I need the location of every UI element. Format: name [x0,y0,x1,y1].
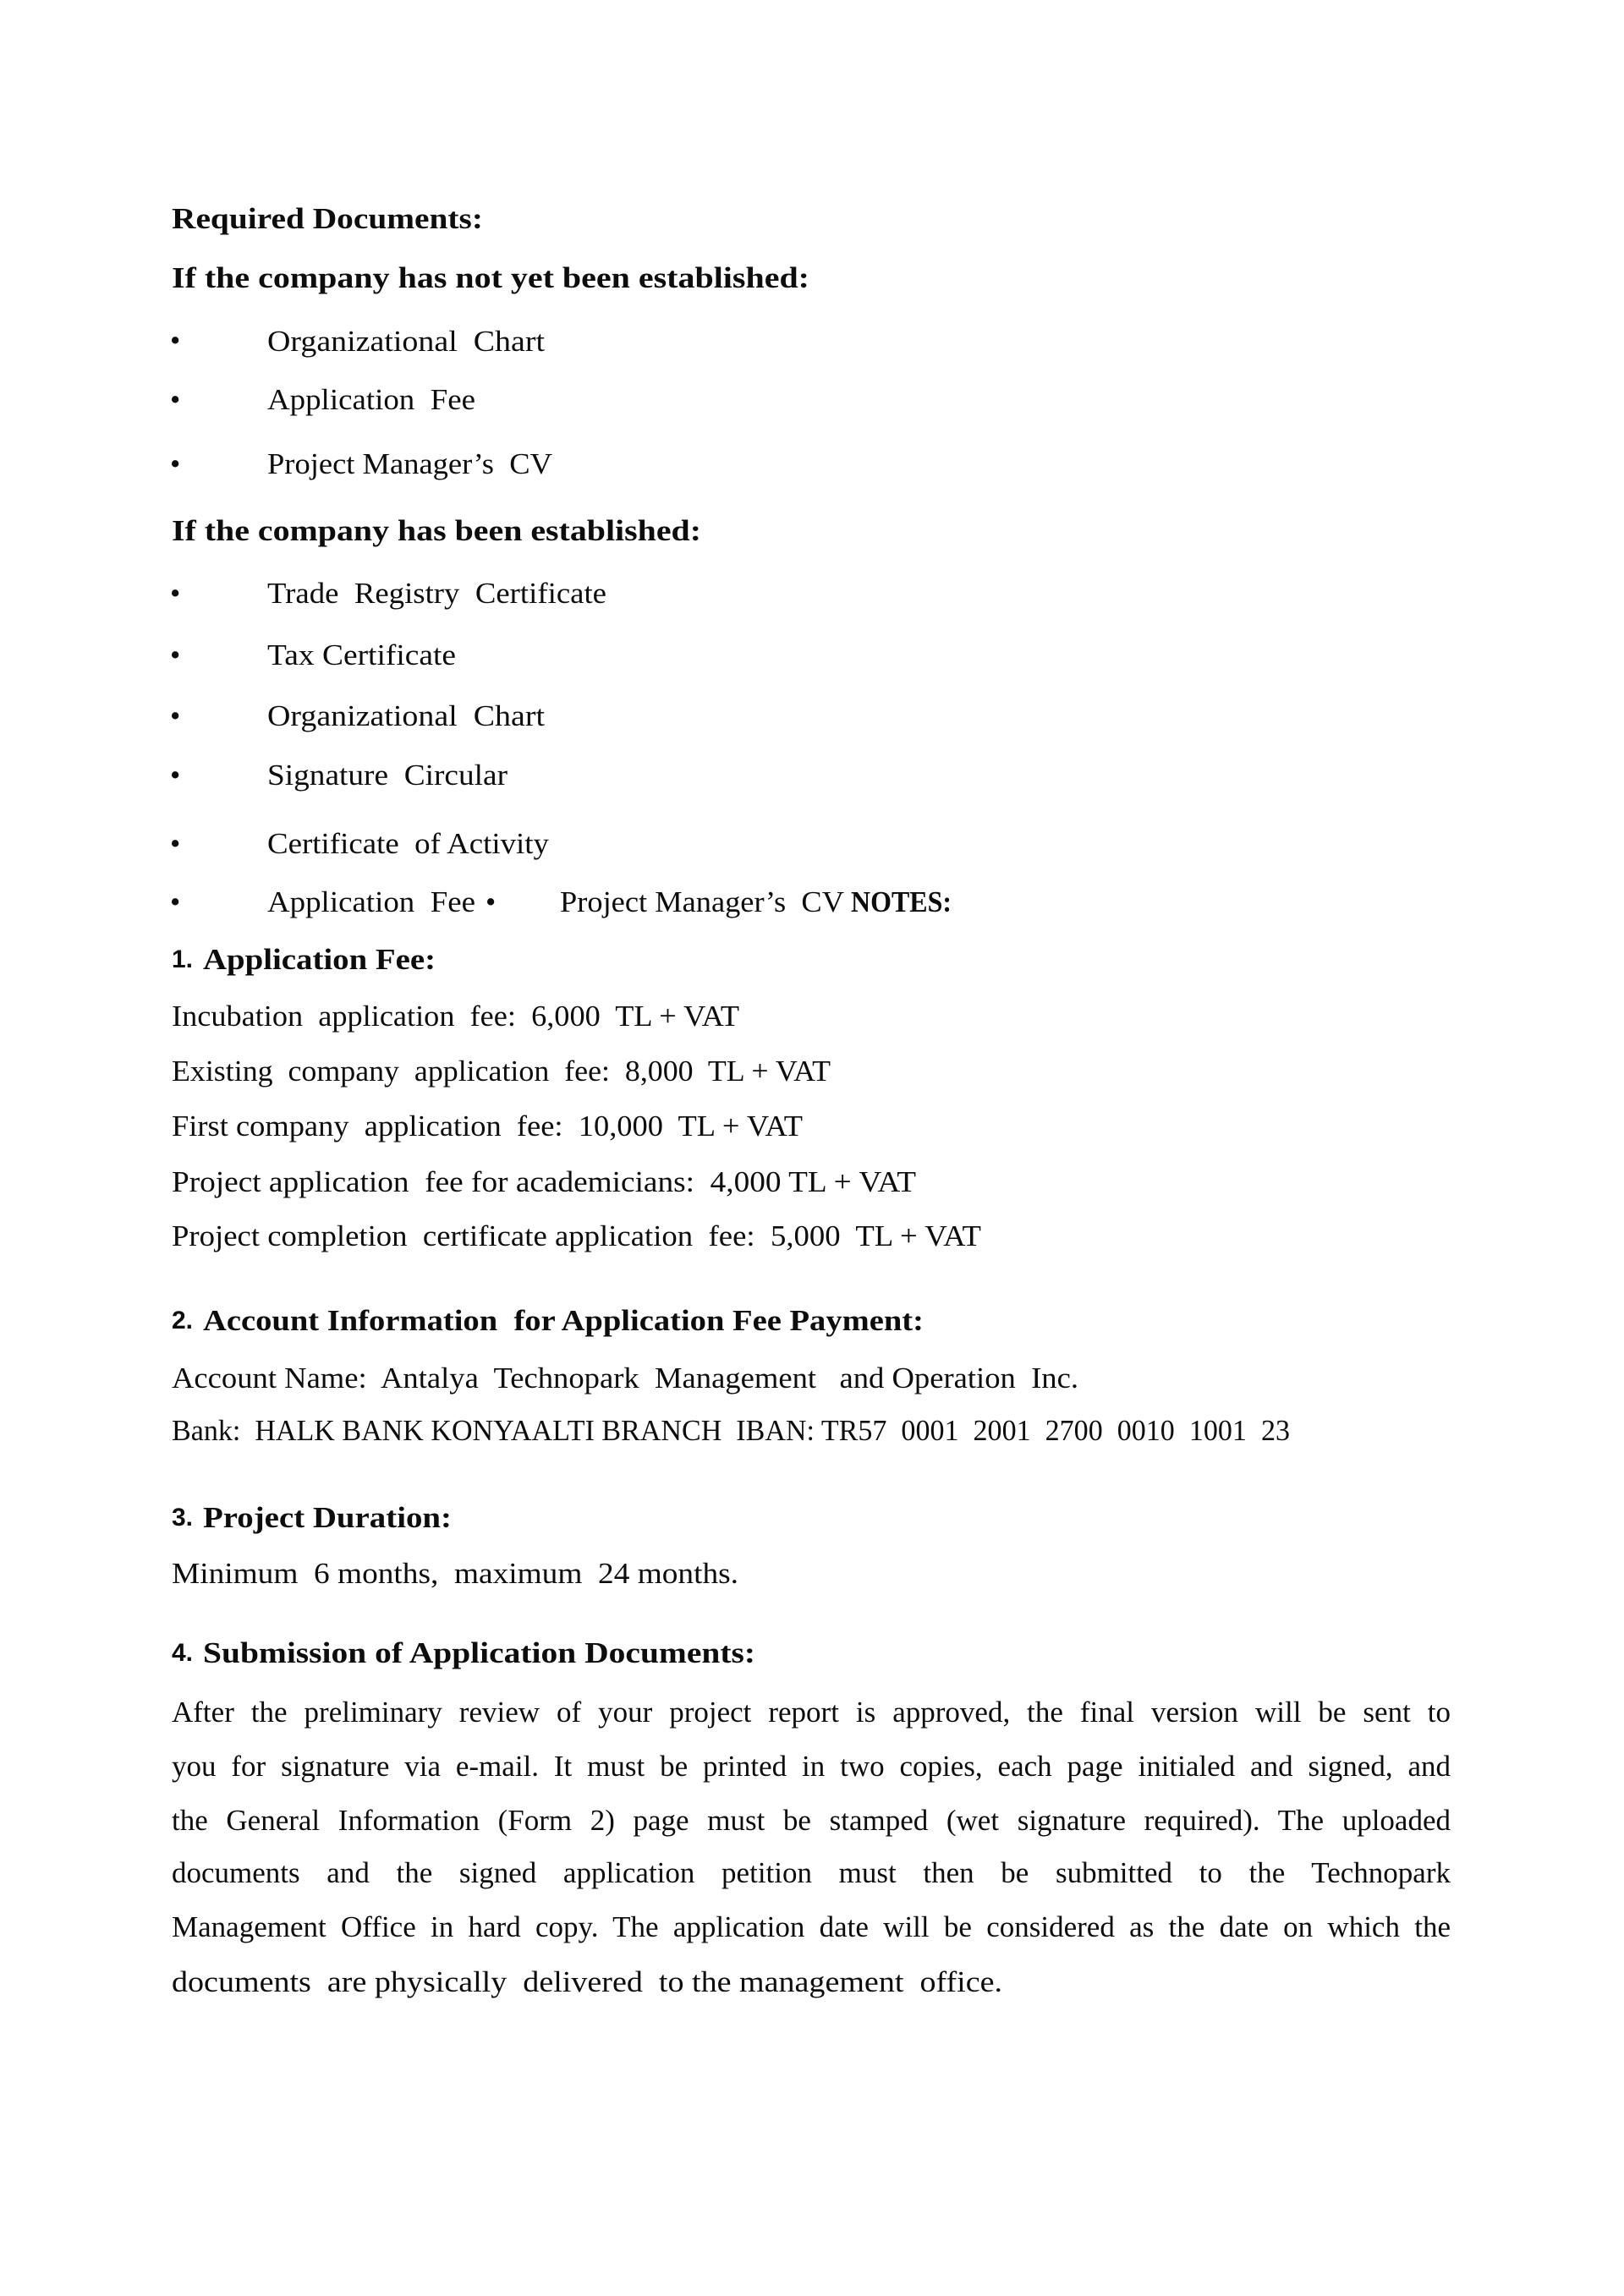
bullet-icon: • [170,759,181,792]
not-established-heading: If the company has not yet been established: [172,261,809,294]
section-heading: Submission of Application Documents: [203,1636,756,1669]
list-item: Signature Circular [267,759,508,792]
bullet-icon: • [170,699,181,732]
bullet-icon: • [170,885,181,918]
paragraph-line: documents are physically delivered to the management office. [172,1965,1002,1998]
bullet-icon: • [170,577,181,610]
fee-line: Project completion certificate application fee: 5,000 TL + VAT [172,1219,981,1252]
section-number: 3. [172,1504,194,1532]
list-item: Organizational Chart [267,325,545,358]
list-item: Project Manager’s CV [560,885,844,918]
bullet-icon: • [170,827,181,860]
list-item: Trade Registry Certificate [267,577,606,610]
list-item: Tax Certificate [267,638,456,671]
paragraph-line: Management Office in hard copy. The application date will be considered as the date on which the [172,1910,1451,1943]
paragraph-line: After the preliminary review of your project report is approved, the final version will be sent to [172,1696,1451,1729]
section-number: 1. [172,945,194,973]
notes-label: NOTES: [851,885,952,918]
list-item: Organizational Chart [267,699,545,732]
bank-iban: Bank: HALK BANK KONYAALTI BRANCH IBAN: TR57 0001 2001 2700 0010 1001 23 [172,1414,1290,1447]
list-item: Project Manager’s CV [267,447,552,480]
duration-text: Minimum 6 months, maximum 24 months. [172,1557,738,1590]
bullet-icon: • [486,885,497,918]
section-heading: Account Information for Application Fee Payment: [203,1304,924,1337]
list-item: Application Fee [267,383,475,416]
section-heading: Project Duration: [203,1501,452,1534]
section-heading: Application Fee: [203,943,436,976]
bullet-icon: • [170,447,181,480]
bullet-icon: • [170,324,181,357]
fee-line: Existing company application fee: 8,000 TL + VAT [172,1055,831,1088]
paragraph-line: documents and the signed application petition must then be submitted to the Technopark [172,1856,1451,1889]
paragraph-line: you for signature via e-mail. It must be printed in two copies, each page initialed and signed, and [172,1750,1451,1783]
fee-line: Project application fee for academicians: 4,000 TL + VAT [172,1165,916,1198]
bullet-icon: • [170,383,181,416]
list-item: Certificate of Activity [267,827,549,860]
account-name: Account Name: Antalya Technopark Management and Operation Inc. [172,1362,1078,1395]
fee-line: First company application fee: 10,000 TL + VAT [172,1110,803,1143]
fee-line: Incubation application fee: 6,000 TL + VAT [172,1000,739,1033]
required-documents-title: Required Documents: [172,202,483,235]
established-heading: If the company has been established: [172,514,701,547]
paragraph-line: the General Information (Form 2) page must be stamped (wet signature required). The uploaded [172,1804,1451,1837]
bullet-icon: • [170,638,181,671]
list-item: Application Fee [267,885,475,918]
section-number: 4. [172,1639,194,1667]
section-number: 2. [172,1307,194,1334]
